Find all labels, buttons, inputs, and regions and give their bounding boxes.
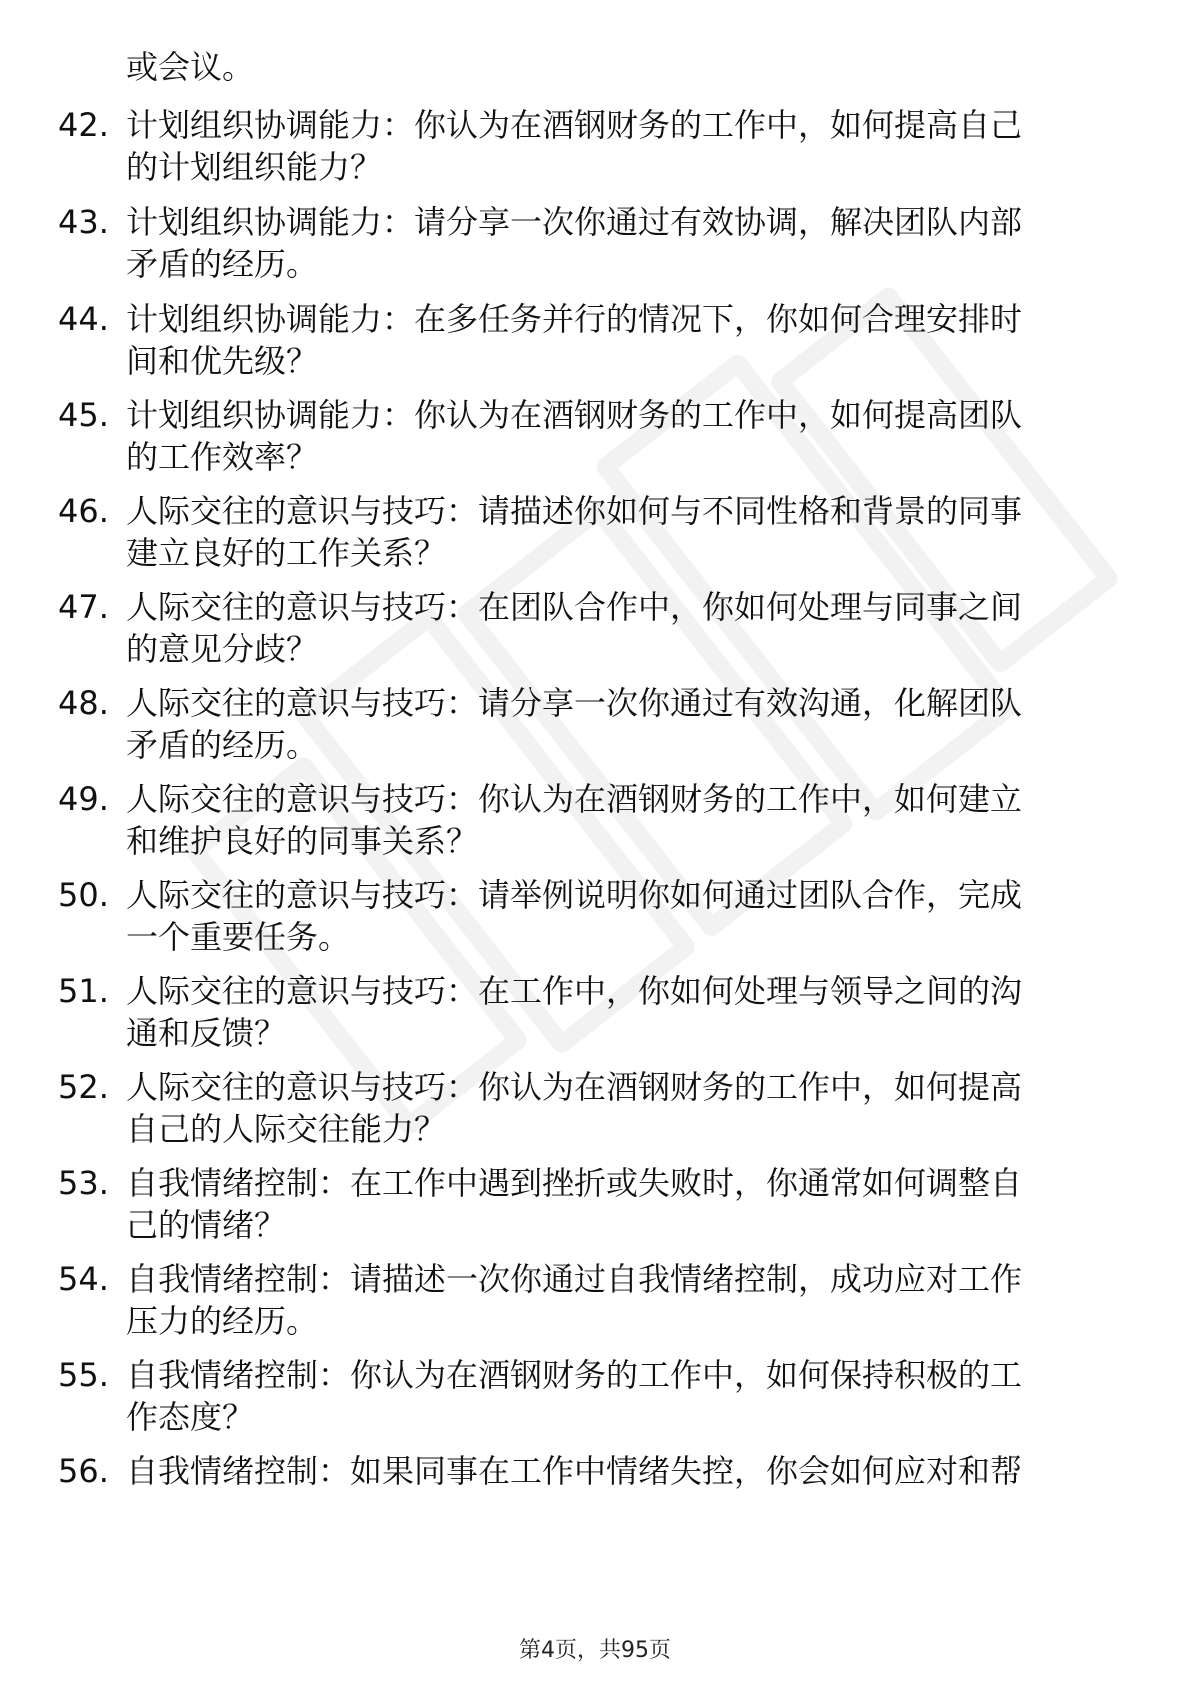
question-text: 人际交往的意识与技巧：请举例说明你如何通过团队合作，完成 [126,876,1023,914]
question-text: 计划组织协调能力：在多任务并行的情况下，你如何合理安排时 [126,300,1023,338]
page-footer [0,1636,1190,1666]
question-text: 人际交往的意识与技巧：在工作中，你如何处理与领导之间的沟 [126,972,1023,1010]
question-number: 46. [58,492,109,530]
question-text-continued: 通和反馈？ [126,1014,287,1052]
question-text: 计划组织协调能力：你认为在酒钢财务的工作中，如何提高自己 [126,106,1023,144]
question-number: 47. [58,588,109,626]
question-text-continued: 和维护良好的同事关系？ [126,822,479,860]
question-number: 44. [58,300,109,338]
question-number: 52. [58,1068,109,1106]
question-text: 自我情绪控制：你认为在酒钢财务的工作中，如何保持积极的工 [126,1356,1023,1394]
page-number-label: 第4页，共95页 [519,1638,671,1663]
question-text: 自我情绪控制：在工作中遇到挫折或失败时，你通常如何调整自 [126,1164,1023,1202]
question-text: 自我情绪控制：请描述一次你通过自我情绪控制，成功应对工作 [126,1260,1023,1298]
question-text: 人际交往的意识与技巧：请描述你如何与不同性格和背景的同事 [126,492,1023,530]
question-number: 43. [58,203,109,241]
question-text-continued: 间和优先级？ [126,342,319,380]
question-text: 人际交往的意识与技巧：你认为在酒钢财务的工作中，如何建立 [126,780,1023,818]
question-text-continued: 自己的人际交往能力？ [126,1110,447,1148]
question-text: 人际交往的意识与技巧：请分享一次你通过有效沟通，化解团队 [126,684,1023,722]
question-text-continued: 建立良好的工作关系？ [126,534,447,572]
question-text: 计划组织协调能力：你认为在酒钢财务的工作中，如何提高团队 [126,396,1023,434]
question-text: 人际交往的意识与技巧：在团队合作中，你如何处理与同事之间 [126,588,1023,626]
question-text-continued: 的计划组织能力？ [126,148,383,186]
continued-text: 或会议。 [126,48,255,86]
question-number: 50. [58,876,109,914]
question-number: 48. [58,684,109,722]
question-text-continued: 的意见分歧？ [126,630,319,668]
question-text: 人际交往的意识与技巧：你认为在酒钢财务的工作中，如何提高 [126,1068,1023,1106]
question-text-continued: 作态度？ [126,1398,255,1436]
question-number: 49. [58,780,109,818]
question-text-continued: 一个重要任务。 [126,918,351,956]
question-text-continued: 的工作效率？ [126,438,319,476]
question-text-continued: 压力的经历。 [126,1302,319,1340]
question-text: 计划组织协调能力：请分享一次你通过有效协调，解决团队内部 [126,203,1023,241]
question-text: 自我情绪控制：如果同事在工作中情绪失控，你会如何应对和帮 [126,1452,1023,1490]
question-number: 54. [58,1260,109,1298]
question-text-continued: 己的情绪？ [126,1206,287,1244]
question-number: 45. [58,396,109,434]
question-number: 55. [58,1356,109,1394]
question-number: 42. [58,106,109,144]
question-number: 51. [58,972,109,1010]
question-number: 53. [58,1164,109,1202]
question-text-continued: 矛盾的经历。 [126,245,319,283]
question-text-continued: 矛盾的经历。 [126,726,319,764]
question-number: 56. [58,1452,109,1490]
